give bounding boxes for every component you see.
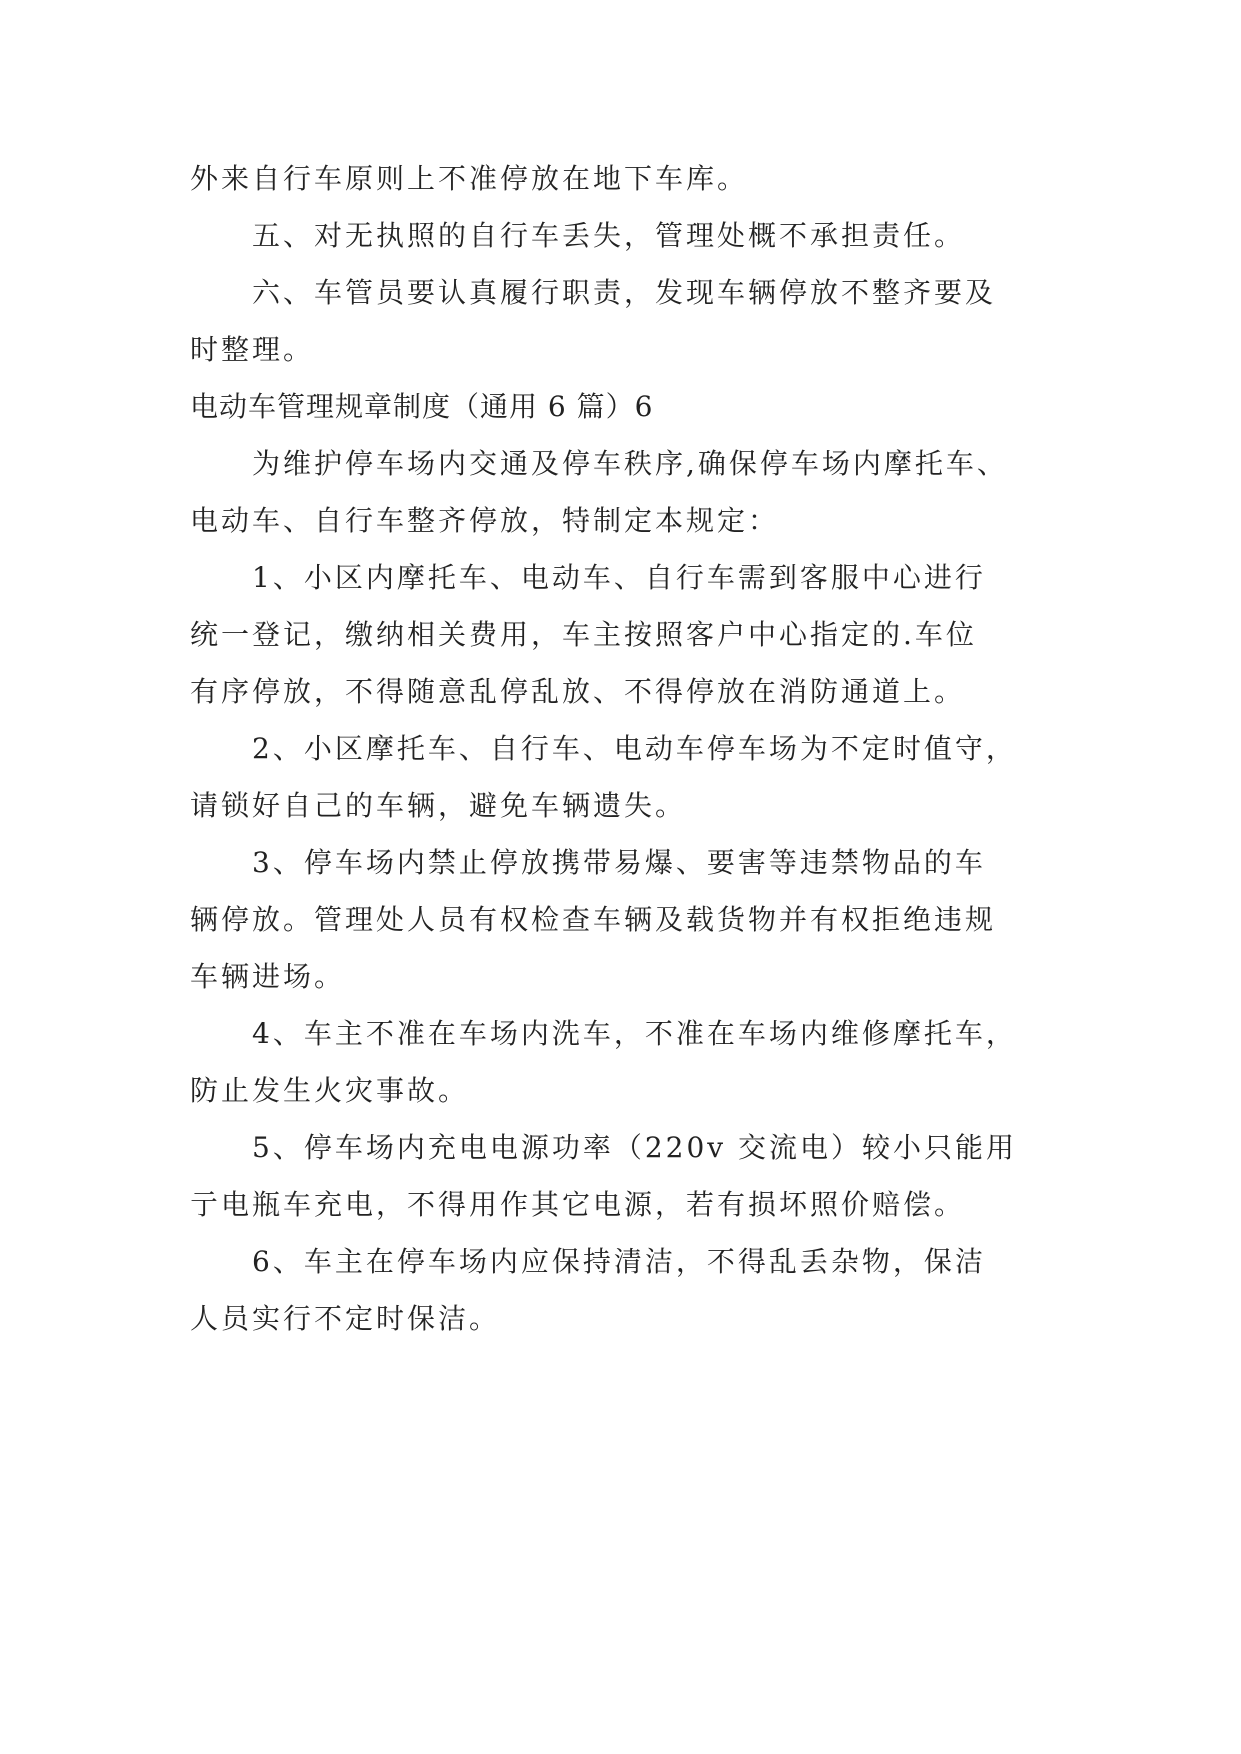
text-line: 防止发生火灾事故。: [190, 1074, 470, 1107]
text-line: 有序停放，不得随意乱停乱放、不得停放在消防通道上。: [190, 675, 966, 708]
text-line: 电动车、自行车整齐停放，特制定本规定：: [190, 504, 780, 537]
paragraph-3: [190, 264, 1051, 378]
paragraph-6: [190, 720, 1051, 834]
text-line: 请锁好自己的车辆，避免车辆遗失。: [190, 789, 687, 822]
paragraph-10: [190, 1233, 1051, 1347]
paragraph-7: [190, 834, 1051, 1005]
text-line: 2、小区摩托车、自行车、电动车停车场为不定时值守，: [252, 732, 1017, 765]
paragraph-8: [190, 1005, 1051, 1119]
text-line: 亍电瓶车充电，不得用作其它电源，若有损坏照价赔偿。: [190, 1188, 966, 1221]
paragraph-1: [190, 150, 1051, 207]
text-line: 五、对无执照的自行车丢失，管理处概不承担责任。: [252, 219, 966, 252]
text-line: 外来自行车原则上不准停放在地下车库。: [190, 162, 749, 195]
paragraph-4: [190, 435, 1051, 549]
text-line: 六、车管员要认真履行职责，发现车辆停放不整齐要及: [252, 276, 997, 309]
text-line: 为维护停车场内交通及停车秩序,确保停车场内摩托车、: [252, 447, 1008, 480]
text-line: 时整理。: [190, 333, 315, 366]
paragraph-2: [190, 207, 1051, 264]
section-heading: 电动车管理规章制度（通用 6 篇）6: [190, 390, 654, 423]
text-line: 车辆进场。: [190, 960, 346, 993]
text-line: 3、停车场内禁止停放携带易爆、要害等违禁物品的车: [252, 846, 986, 879]
paragraph-5: [190, 549, 1051, 720]
document-body: [190, 150, 1051, 1347]
text-line: 6、车主在停车场内应保持清洁，不得乱丢杂物，保洁: [252, 1245, 986, 1278]
paragraph-9: [190, 1119, 1051, 1233]
text-line: 1、小区内摩托车、电动车、自行车需到客服中心进行: [252, 561, 986, 594]
text-line: 5、停车场内充电电源功率（220v 交流电）较小只能用: [252, 1131, 1017, 1164]
text-line: 统一登记，缴纳相关费用，车主按照客户中心指定的.车位: [190, 618, 977, 651]
text-line: 4、车主不准在车场内洗车，不准在车场内维修摩托车，: [252, 1017, 1017, 1050]
text-line: 辆停放。管理处人员有权检查车辆及载货物并有权拒绝违规: [190, 903, 997, 936]
text-line: 人员实行不定时保洁。: [190, 1302, 501, 1335]
